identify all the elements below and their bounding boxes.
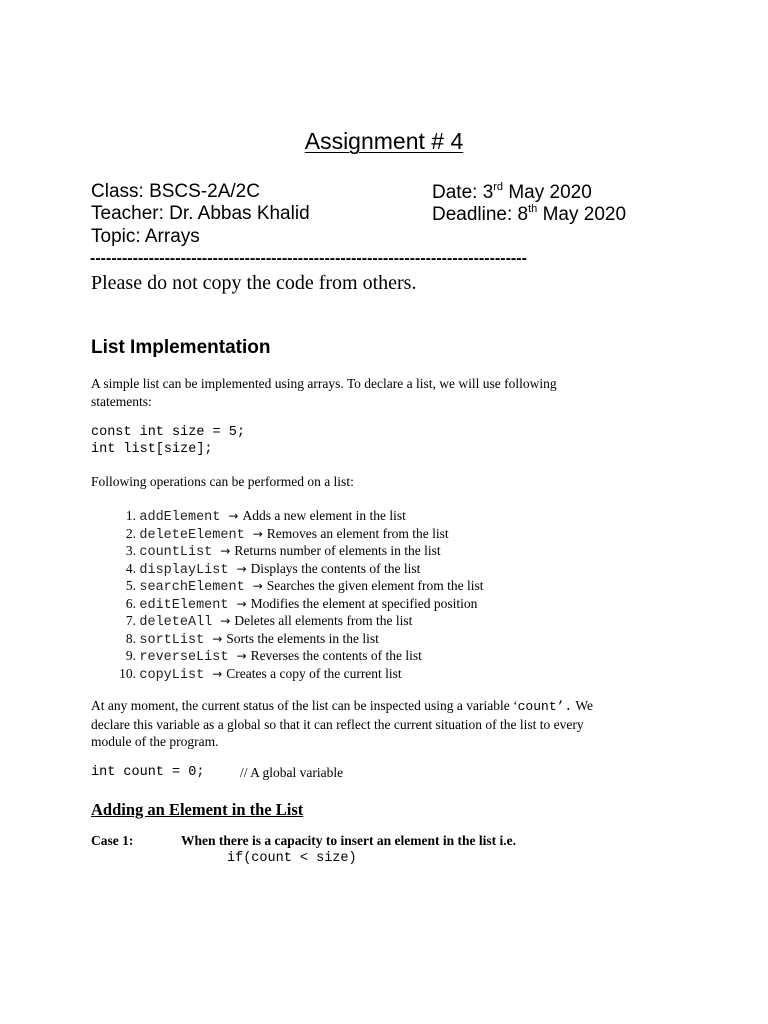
count-code: int count = 0; xyxy=(91,765,205,780)
arrow-right-icon: → xyxy=(252,579,263,593)
deadline-line: Deadline: 8th May 2020 xyxy=(432,203,627,225)
count-comment: // A global variable xyxy=(240,765,344,780)
arrow-right-icon: → xyxy=(236,596,247,611)
adding-heading: Adding an Element in the List xyxy=(91,800,304,819)
list-item: 4. displayList → Displays the contents of the list xyxy=(125,560,421,578)
case1-label: Case 1: xyxy=(91,833,134,848)
operations-intro: Following operations can be performed on a list: xyxy=(91,474,354,489)
intro-paragraph: A simple list can be implemented using arrays. To declare a list, we will use following statements: xyxy=(91,376,557,409)
arrow-right-icon: → xyxy=(220,614,231,628)
operations-list xyxy=(91,507,483,682)
copy-warning: Please do not copy the code from others. xyxy=(91,272,417,294)
list-item: 6. editElement → Modifies the element at specified position xyxy=(125,595,478,613)
list-item: 7. deleteAll → Deletes all elements from the list xyxy=(125,613,413,630)
arrow-right-icon: → xyxy=(228,509,239,523)
list-item: 2. deleteElement → Removes an element from the list xyxy=(125,525,449,543)
section-heading: List Implementation xyxy=(91,337,271,358)
list-item: 10. copyList → Creates a copy of the current list xyxy=(119,665,402,683)
list-item: 8. sortList → Sorts the elements in the list xyxy=(125,630,379,648)
list-item: 5. searchElement → Searches the given element from the list xyxy=(125,578,484,595)
date-line: Date: 3rd May 2020 xyxy=(432,181,592,203)
declare-code: const int size = 5; int list[size]; xyxy=(91,425,245,457)
arrow-right-icon: → xyxy=(212,631,223,646)
case1-code: if(count < size) xyxy=(227,851,357,866)
teacher-line: Teacher: Dr. Abbas Khalid xyxy=(91,203,310,224)
assignment-title: Assignment # 4 xyxy=(304,128,464,154)
arrow-right-icon: → xyxy=(212,666,223,681)
arrow-right-icon: → xyxy=(236,561,247,576)
case1-text: When there is a capacity to insert an element in the list i.e. xyxy=(181,833,516,848)
separator-line: ---------------------------------------------------------------------------------- xyxy=(90,250,527,267)
list-item: 1. addElement → Adds a new element in the list xyxy=(125,508,406,525)
list-item: 3. countList → Returns number of elements in the list xyxy=(125,543,441,560)
arrow-right-icon: → xyxy=(236,649,247,663)
list-item: 9. reverseList → Reverses the contents of the list xyxy=(125,648,422,665)
topic-line: Topic: Arrays xyxy=(91,226,200,247)
arrow-right-icon: → xyxy=(252,526,263,541)
count-paragraph: At any moment, the current status of the list can be inspected using a variable ‘count’. We declare this variable as a global so that it can reflect the current situation of the list to every module of the program. xyxy=(91,698,594,749)
class-line: Class: BSCS-2A/2C xyxy=(91,181,260,202)
arrow-right-icon: → xyxy=(220,544,231,558)
